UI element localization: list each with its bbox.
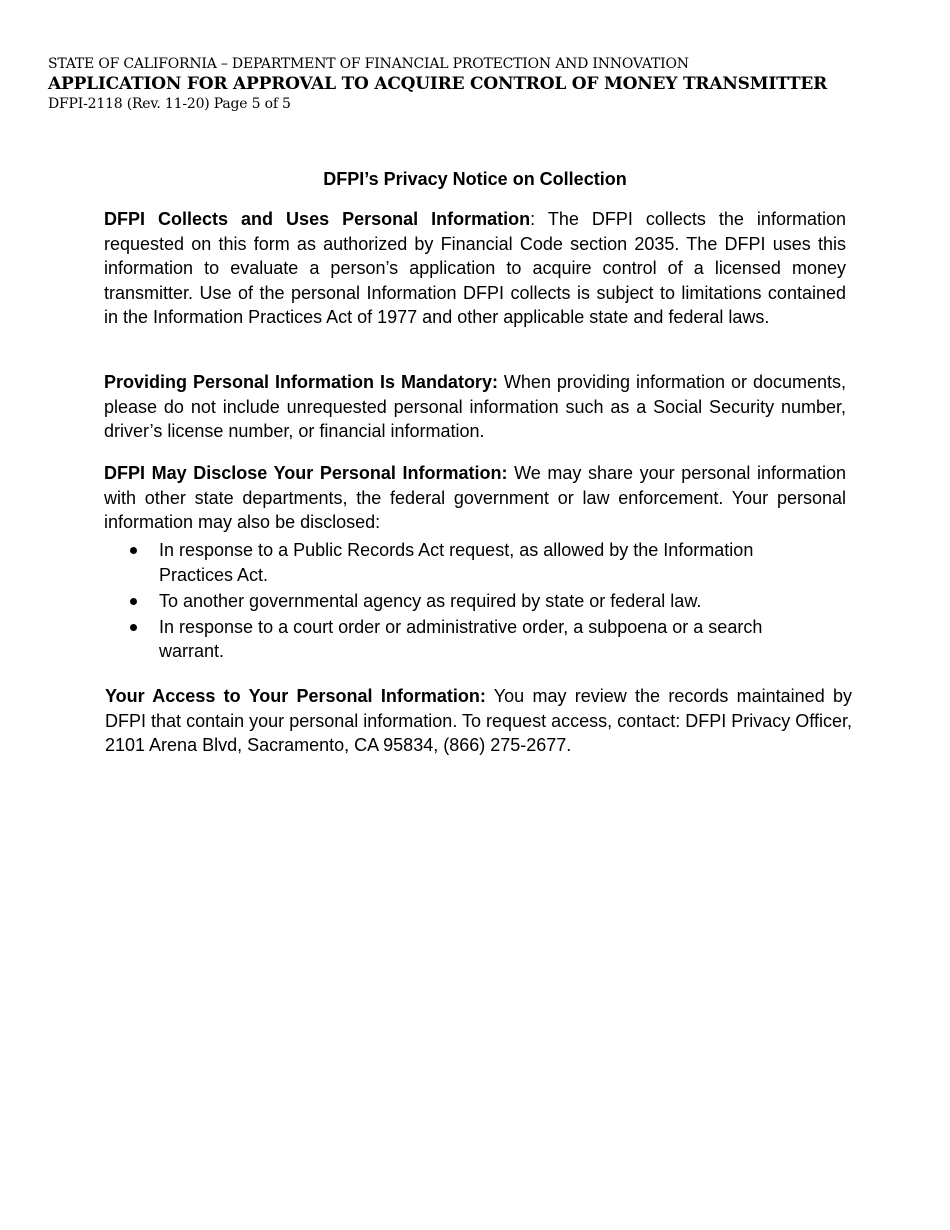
- section-text: You may review the records maintained by DFPI that contain your personal information. To request access, contact: DFPI Privacy Officer, 2101 Arena Blvd, Sacramento, CA 95834, (866) 275-2677.: [105, 686, 853, 756]
- list-item: [104, 538, 804, 587]
- notice-title: DFPI’s Privacy Notice on Collection: [323, 169, 627, 189]
- list-item: [104, 589, 804, 614]
- form-title: APPLICATION FOR APPROVAL TO ACQUIRE CONTROL OF MONEY TRANSMITTER: [48, 74, 828, 94]
- form-id: DFPI-2118 (Rev. 11-20) Page 5 of 5: [48, 96, 291, 112]
- list-item-text: In response to a court order or administrative order, a subpoena or a search warrant.: [159, 616, 763, 662]
- list-item-text: In response to a Public Records Act request, as allowed by the Information Practices Act.: [159, 540, 754, 585]
- section-text: When providing information or documents, please do not include unrequested personal information such as a Social Security number, driver’s license number, or financial information.: [104, 372, 846, 442]
- bullet-icon: [130, 624, 137, 631]
- section-heading: DFPI May Disclose Your Personal Information:: [104, 463, 508, 483]
- disclosure-list: [104, 538, 804, 665]
- agency-name: STATE OF CALIFORNIA – DEPARTMENT OF FINANCIAL PROTECTION AND INNOVATION: [48, 56, 689, 72]
- collects-uses-section: [104, 207, 846, 330]
- bullet-icon: [130, 547, 137, 554]
- mandatory-section: [104, 370, 846, 444]
- section-text: : The DFPI collects the information requested on this form as authorized by Financial Code section 2035. The DFPI uses this information to evaluate a person’s application to acquire control of a licensed money transmitter. Use of the personal Information DFPI collects is subject to limitations contained in the Information Practices Act of 1977 and other applicable state and federal laws.: [104, 209, 846, 328]
- access-section: [105, 684, 852, 758]
- bullet-icon: [130, 598, 137, 605]
- section-text: We may share your personal information with other state departments, the federal government or law enforcement. Your personal information may also be disclosed:: [104, 463, 846, 533]
- section-heading: Providing Personal Information Is Mandatory:: [104, 372, 498, 392]
- section-heading: Your Access to Your Personal Information:: [105, 686, 486, 706]
- list-item-text: To another governmental agency as required by state or federal law.: [159, 590, 702, 611]
- list-item: [104, 615, 804, 664]
- form-header: [48, 55, 827, 113]
- section-heading: DFPI Collects and Uses Personal Information: [104, 209, 531, 229]
- disclose-section: [104, 461, 846, 535]
